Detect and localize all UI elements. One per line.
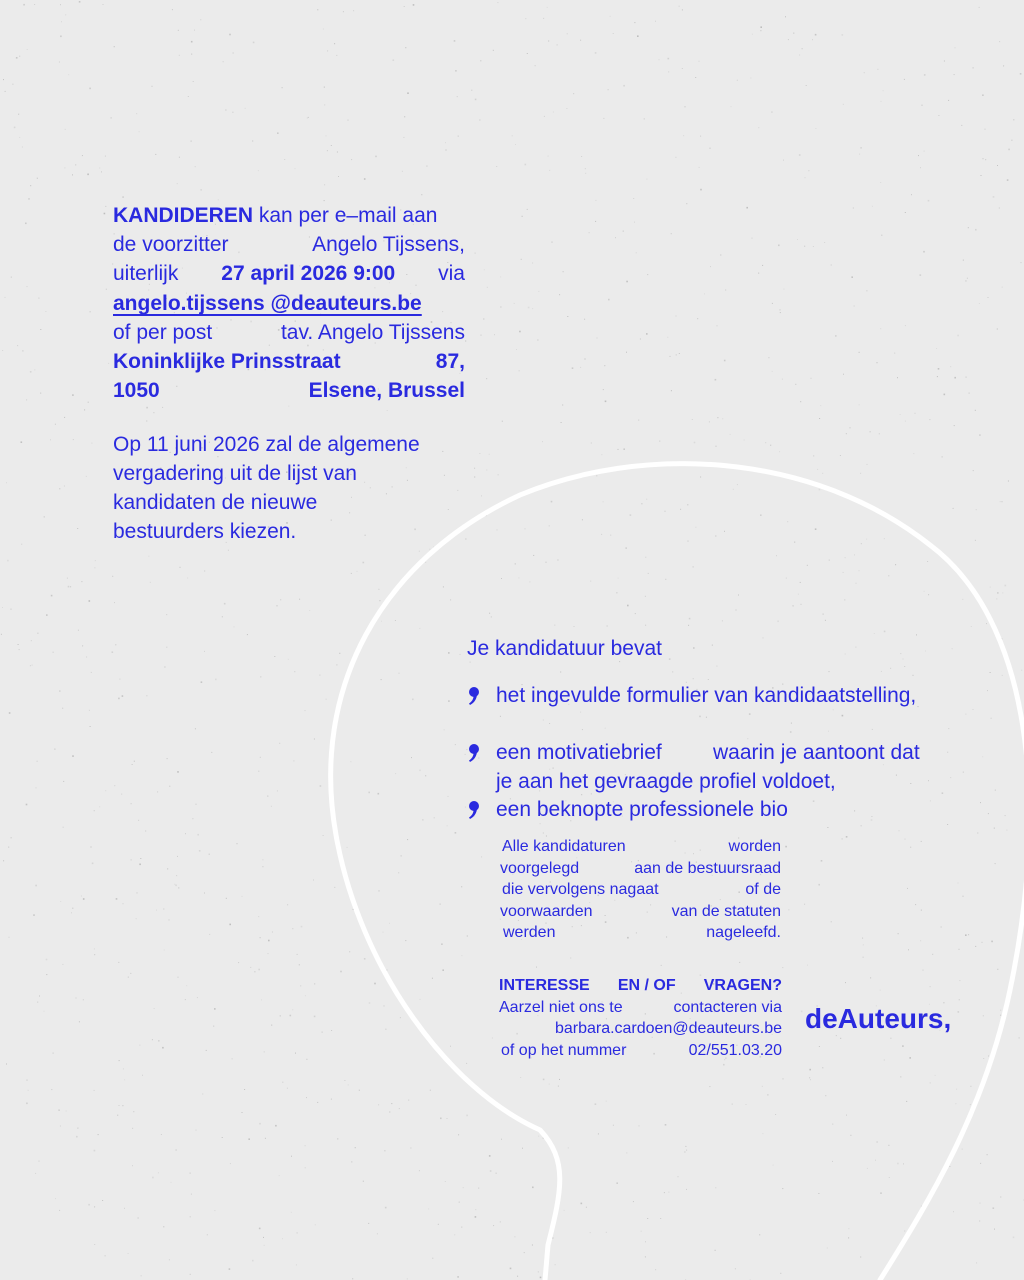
contact-email-link[interactable]: barbara.cardoen@deauteurs.be (554, 1020, 782, 1037)
review-text: nageleefd. (706, 924, 781, 941)
comma-bullet-icon (467, 686, 483, 706)
apply-line5-left: of per post (113, 321, 213, 344)
apply-lead: KANDIDEREN (113, 204, 254, 227)
review-text: voorgelegd (500, 859, 580, 877)
review-text: of de (745, 881, 781, 898)
election-line: bestuurders kiezen. (113, 520, 297, 543)
contact-text: of op het nummer (501, 1041, 627, 1059)
list-item-text: je aan het gevraagde profiel voldoet, (496, 769, 836, 793)
contact-heading (499, 975, 782, 997)
list-item-text: het ingevulde formulier van kandidaatstelling, (496, 684, 917, 707)
election-line: vergadering uit de lijst van (113, 462, 357, 485)
apply-block (113, 201, 465, 405)
comma-bullet-icon (467, 800, 483, 820)
review-text: worden (728, 838, 781, 855)
election-line: Op 11 juni 2026 zal de algemene (113, 433, 420, 456)
apply-line-2 (113, 230, 465, 259)
review-text: werden (503, 924, 556, 941)
contents-heading: Je kandidatuur bevat (467, 637, 662, 660)
deadline-date: 27 april 2026 9:00 (221, 262, 396, 285)
review-text: aan de bestuursraad (634, 859, 781, 877)
review-line (500, 922, 781, 944)
contact-text: Aarzel niet ons te (499, 998, 623, 1016)
review-line (500, 858, 781, 880)
review-line (500, 879, 781, 901)
apply-line2-left: de voorzitter (113, 233, 229, 256)
apply-line-5 (113, 318, 465, 347)
contact-heading-part: EN / OF (617, 977, 676, 994)
contact-text: contacteren via (673, 998, 782, 1016)
contact-phone: 02/551.03.20 (688, 1041, 782, 1059)
street-number: 87, (435, 350, 465, 373)
contact-heading-part: VRAGEN? (703, 977, 782, 994)
comma-bullet-icon (467, 743, 483, 763)
review-paragraph (500, 836, 781, 944)
address-street (113, 347, 465, 376)
contact-line (499, 1040, 782, 1062)
review-line (500, 836, 781, 858)
apply-line-1 (113, 201, 465, 230)
deauteurs-logo: deAuteurs, (805, 1003, 952, 1034)
street-name: Koninklijke Prinsstraat (113, 350, 341, 373)
review-text: die vervolgens nagaat (502, 881, 659, 898)
election-paragraph (113, 430, 420, 546)
review-line (500, 901, 781, 923)
city: Elsene, Brussel (308, 379, 465, 402)
list-item-text: een motivatiebrief (496, 741, 662, 764)
review-text: Alle kandidaturen (502, 838, 626, 855)
contact-line (499, 1018, 782, 1040)
apply-line3-left: uiterlijk (113, 262, 179, 285)
list-item-text: een beknopte professionele bio (496, 798, 788, 821)
apply-line1-rest: kan per e–mail aan (258, 204, 438, 227)
apply-line5-right: tav. Angelo Tijssens (280, 321, 465, 344)
contact-line (499, 997, 782, 1019)
list-item-text: waarin je aantoont dat (713, 741, 920, 764)
address-city (113, 376, 465, 405)
apply-line2-right: Angelo Tijssens, (312, 233, 465, 256)
contact-block (499, 975, 782, 1061)
review-text: van de statuten (671, 902, 781, 920)
postcode: 1050 (113, 379, 160, 402)
apply-line-4 (113, 288, 465, 318)
apply-line3-right: via (438, 262, 465, 285)
contact-heading-part: INTERESSE (499, 977, 590, 994)
election-line: kandidaten de nieuwe (113, 491, 318, 514)
apply-email-link[interactable]: angelo.tijssens @deauteurs.be (113, 292, 422, 315)
review-text: voorwaarden (500, 902, 593, 920)
apply-line-3 (113, 259, 465, 288)
